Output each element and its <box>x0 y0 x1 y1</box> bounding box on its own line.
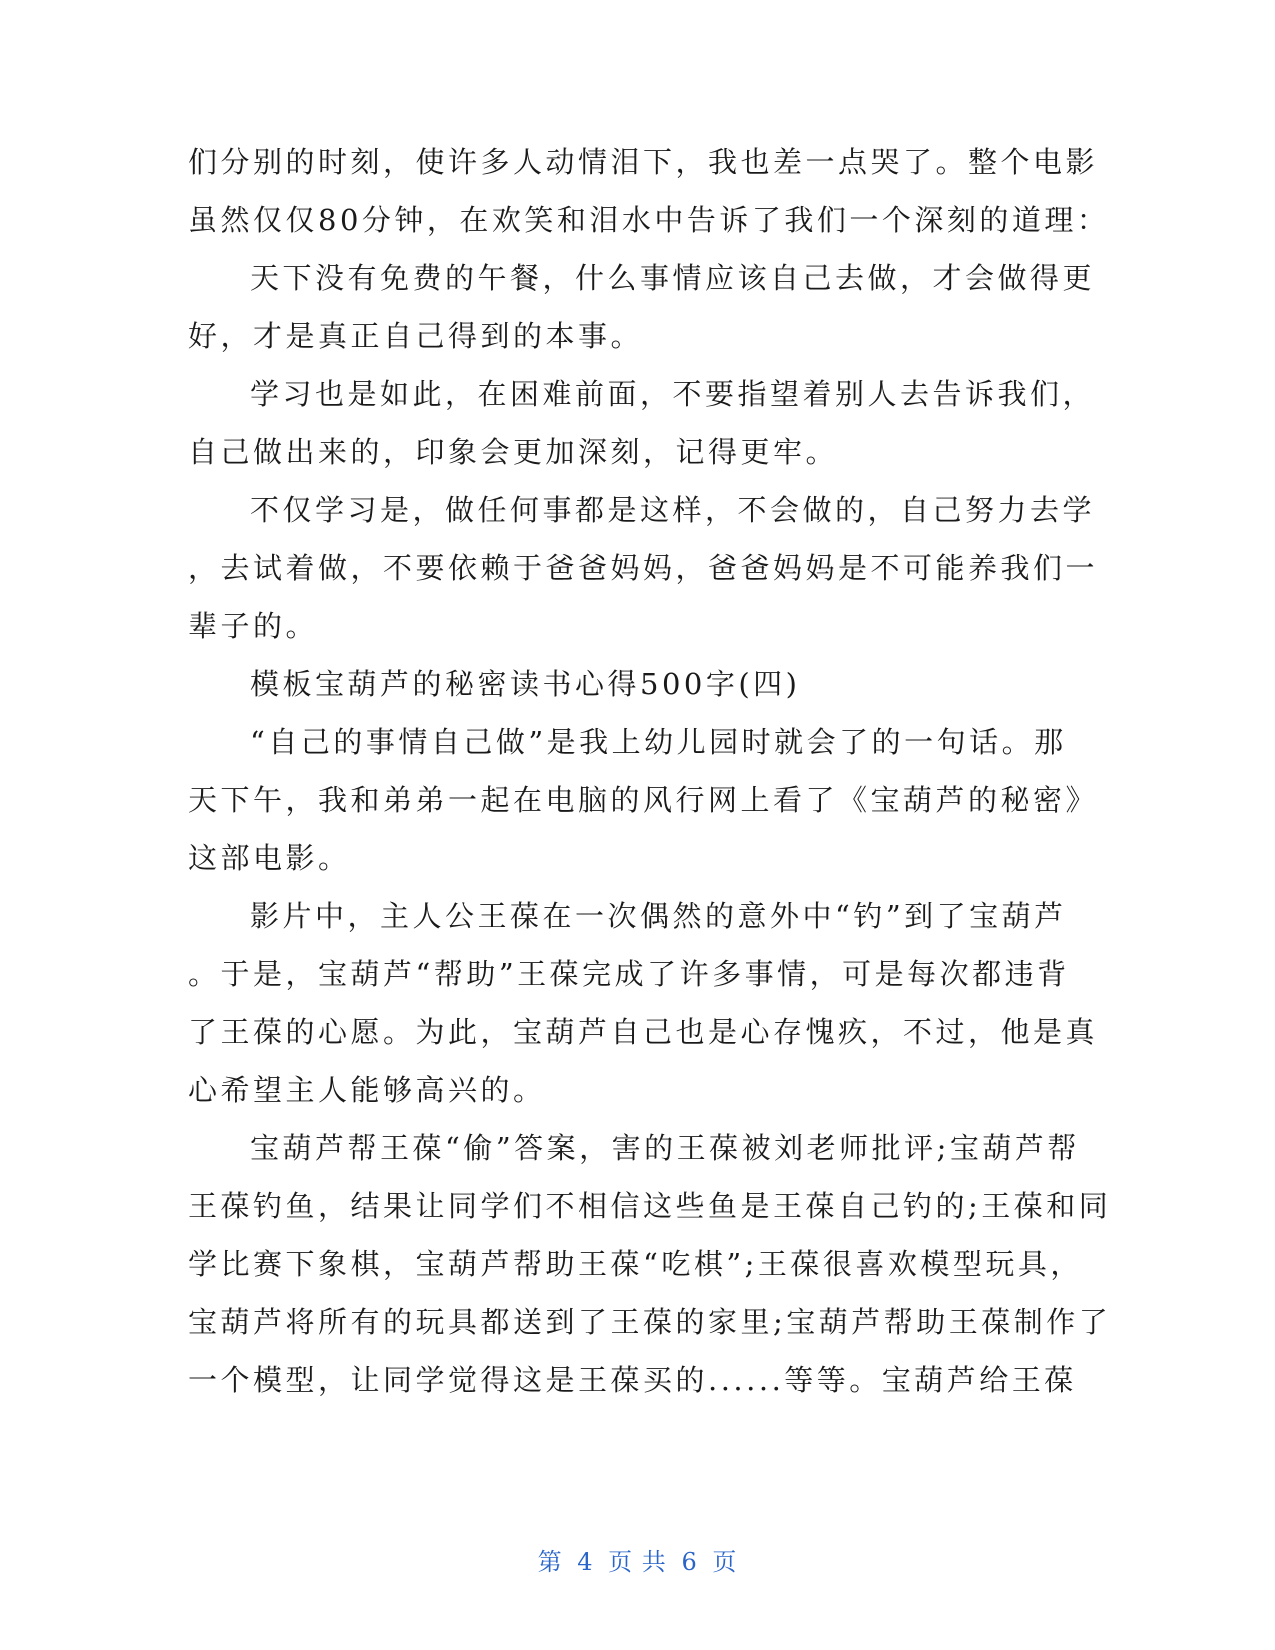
paragraph-start-line: 学习也是如此，在困难前面，不要指望着别人去告诉我们， <box>250 377 1096 411</box>
text-line: 心希望主人能够高兴的。 <box>188 1073 546 1107</box>
text-line: 了王葆的心愿。为此，宝葫芦自己也是心存愧疚，不过，他是真 <box>188 1015 1099 1049</box>
text-line: 天下午，我和弟弟一起在电脑的风行网上看了《宝葫芦的秘密》 <box>188 783 1099 817</box>
text-line: 宝葫芦将所有的玩具都送到了王葆的家里;宝葫芦帮助王葆制作了 <box>188 1305 1112 1339</box>
text-line: 们分别的时刻，使许多人动情泪下，我也差一点哭了。整个电影 <box>188 145 1099 179</box>
text-line: 辈子的。 <box>188 609 319 643</box>
text-line: 。于是，宝葫芦“帮助”王葆完成了许多事情，可是每次都违背 <box>188 957 1070 991</box>
current-page-number: 4 <box>577 1548 594 1576</box>
total-page-number: 6 <box>681 1548 698 1576</box>
section-heading: 模板宝葫芦的秘密读书心得500字(四) <box>250 667 801 701</box>
text-line: 学比赛下象棋，宝葫芦帮助王葆“吃棋”;王葆很喜欢模型玩具， <box>188 1247 1083 1281</box>
paragraph-start-line: 影片中，主人公王葆在一次偶然的意外中“钓”到了宝葫芦 <box>250 899 1067 933</box>
text-line: 这部电影。 <box>188 841 351 875</box>
paragraph-start-line: “自己的事情自己做”是我上幼儿园时就会了的一句话。那 <box>250 725 1067 759</box>
text-line: 自己做出来的，印象会更加深刻，记得更牢。 <box>188 435 839 469</box>
text-line: 好，才是真正自己得到的本事。 <box>188 319 644 353</box>
footer-suffix: 页 <box>712 1548 738 1576</box>
paragraph-start-line: 天下没有免费的午餐，什么事情应该自己去做，才会做得更 <box>250 261 1096 295</box>
paragraph-start-line: 不仅学习是，做任何事都是这样，不会做的，自己努力去学 <box>250 493 1096 527</box>
text-line: 一个模型，让同学觉得这是王葆买的......等等。宝葫芦给王葆 <box>188 1363 1077 1397</box>
text-line: ，去试着做，不要依赖于爸爸妈妈，爸爸妈妈是不可能养我们一 <box>188 551 1099 585</box>
footer-prefix: 第 <box>537 1548 563 1576</box>
paragraph-start-line: 宝葫芦帮王葆“偷”答案，害的王葆被刘老师批评;宝葫芦帮 <box>250 1131 1080 1165</box>
text-line: 虽然仅仅80分钟，在欢笑和泪水中告诉了我们一个深刻的道理： <box>188 203 1110 237</box>
page-number-footer <box>0 1542 1275 1577</box>
footer-mid: 页 共 <box>608 1548 667 1576</box>
text-line: 王葆钓鱼，结果让同学们不相信这些鱼是王葆自己钓的;王葆和同 <box>188 1189 1112 1223</box>
